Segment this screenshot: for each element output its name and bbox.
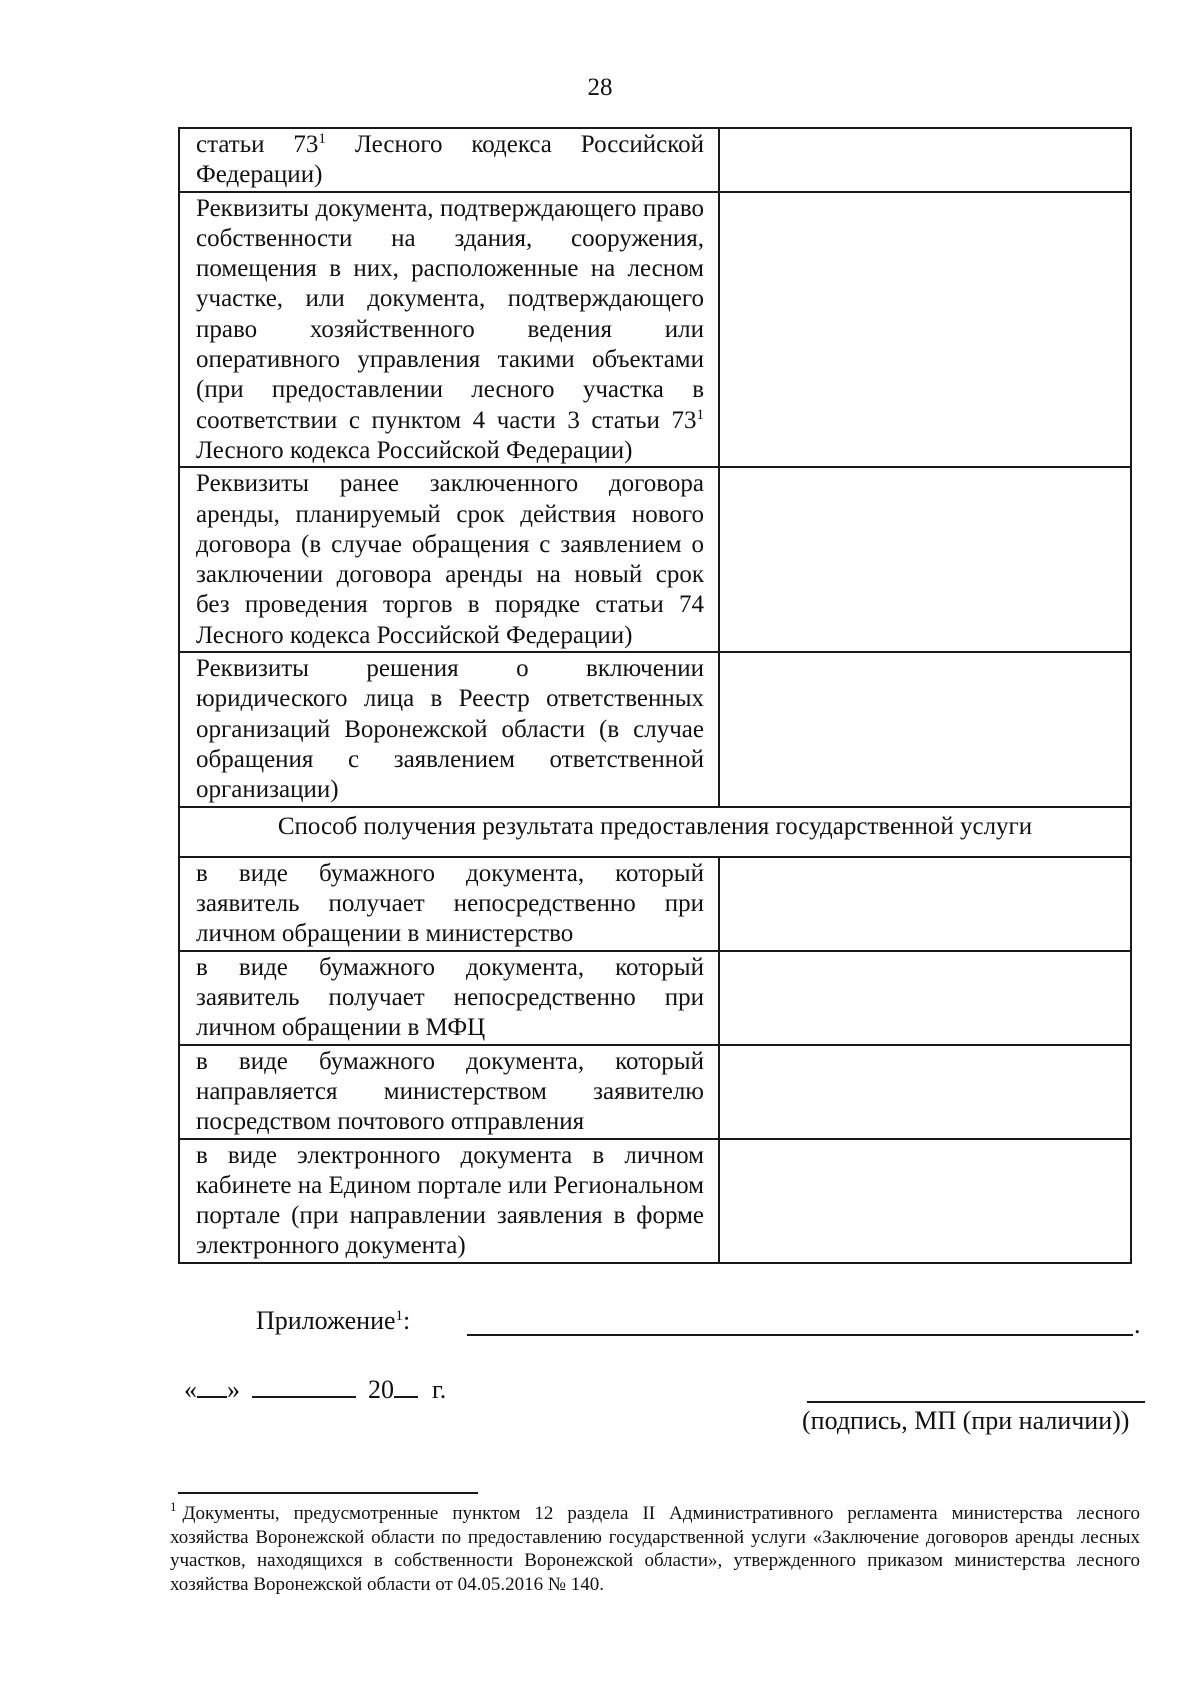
option-check-cell[interactable]: [719, 857, 1131, 951]
option-check-cell[interactable]: [719, 1045, 1131, 1139]
page-number: 28: [587, 74, 613, 101]
option-label: в виде бумажного документа, который заявитель получает непосредственно при личном обращении в МФЦ: [179, 951, 719, 1045]
appendix-input-line[interactable]: [467, 1334, 1133, 1336]
field-value-cell[interactable]: [719, 192, 1131, 468]
field-value-cell[interactable]: [719, 467, 1131, 652]
footnote-text: Документы, предусмотренные пунктом 12 раздела II Административного регламента министерства лесного хозяйства Воронежской области по предоставлению государственной услуги «Заключение договоров аренды лесных участков, находящихся в собственности Воронежской области», утвержденного приказом министерства лесного хозяйства Воронежской области от 04.05.2016 № 140.: [170, 1503, 1140, 1595]
option-label: в виде электронного документа в личном кабинете на Едином портале или Региональном портале (при направлении заявления в форме электронного документа): [179, 1139, 719, 1263]
date-line: « » 20 г.: [184, 1375, 447, 1404]
signature-line[interactable]: [807, 1401, 1145, 1403]
table-row: [179, 467, 1131, 652]
table-row: [179, 1139, 1131, 1263]
table-row: [179, 128, 1131, 192]
option-label: в виде бумажного документа, который заявитель получает непосредственно при личном обращении в министерство: [179, 857, 719, 951]
signature-caption: (подпись, МП (при наличии)): [802, 1406, 1130, 1435]
table-row: [179, 951, 1131, 1045]
option-label: в виде бумажного документа, который направляется министерством заявителю посредством почтового отправления: [179, 1045, 719, 1139]
date-day-field[interactable]: [197, 1374, 227, 1398]
field-label: Реквизиты решения о включении юридического лица в Реестр ответственных организаций Воронежской области (в случае обращения с заявлением ответственной организации): [179, 652, 719, 806]
table-row: [179, 192, 1131, 468]
date-year-field[interactable]: [394, 1374, 418, 1398]
field-value-cell[interactable]: [719, 652, 1131, 806]
application-form-table: [178, 127, 1132, 1264]
appendix-label: Приложение$^1$:: [256, 1306, 411, 1335]
footnote-marker: 1: [170, 1499, 177, 1514]
date-month-field[interactable]: [252, 1374, 356, 1398]
option-check-cell[interactable]: [719, 1139, 1131, 1263]
field-value-cell[interactable]: [719, 128, 1131, 192]
table-row: [179, 857, 1131, 951]
field-label: Реквизиты документа, подтверждающего право собственности на здания, сооружения, помещения в них, расположенные на лесном участке, или документа, подтверждающего право хозяйственного ведения или оперативного управления такими объектами (при предоставлении лесного участка в соответствии с пунктом 4 части 3 статьи $73^1$ Лесного кодекса Российской Федерации): [179, 192, 719, 468]
field-label: статьи $73^1$ Лесного кодекса Российской Федерации): [179, 128, 719, 192]
appendix-end-dot: .: [1134, 1310, 1141, 1339]
footnote: [170, 1499, 1140, 1596]
field-label: Реквизиты ранее заключенного договора аренды, планируемый срок действия нового договора (в случае обращения с заявлением о заключении договора аренды на новый срок без проведения торгов в порядке статьи 74 Лесного кодекса Российской Федерации): [179, 467, 719, 652]
footnote-divider: [178, 1492, 478, 1494]
table-row: [179, 807, 1131, 857]
section-title: Способ получения результата предоставления государственной услуги: [179, 807, 1131, 857]
table-row: [179, 652, 1131, 806]
table-row: [179, 1045, 1131, 1139]
option-check-cell[interactable]: [719, 951, 1131, 1045]
